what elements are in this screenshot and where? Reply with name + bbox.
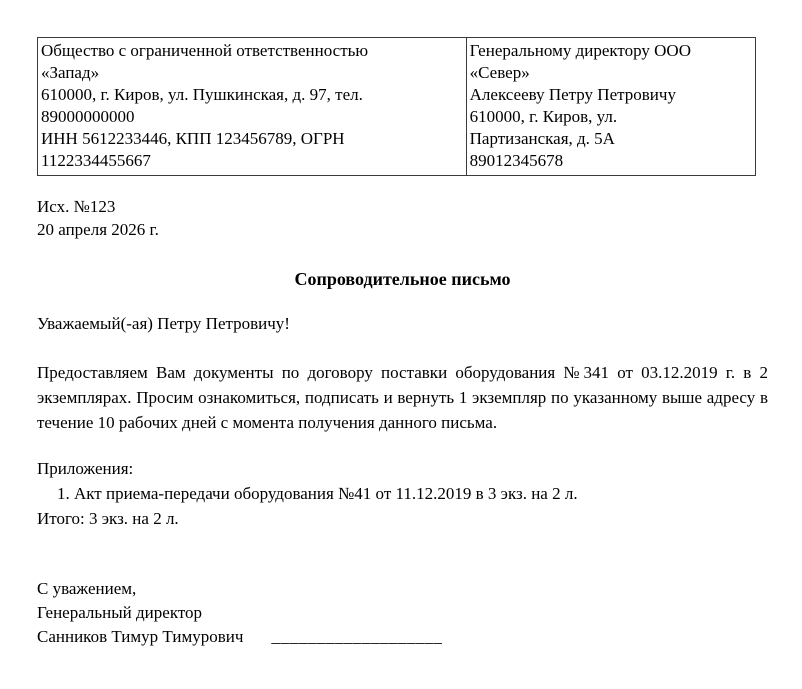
- sender-line: 1122334455667: [41, 151, 151, 170]
- signer-position: Генеральный директор: [37, 603, 203, 622]
- signer-name: Санников Тимур Тимурович: [37, 627, 244, 646]
- sender-cell: [38, 38, 467, 176]
- header-table: [37, 37, 756, 176]
- recipient-line: 610000, г. Киров, ул.: [469, 107, 618, 126]
- signature-block: [37, 577, 768, 649]
- signature-line: ___________________: [271, 627, 443, 646]
- signer-row: [37, 625, 768, 649]
- sender-line: 610000, г. Киров, ул. Пушкинская, д. 97, тел.: [41, 85, 363, 104]
- sender-line: ИНН 5612233446, КПП 123456789, ОГРН: [41, 129, 345, 148]
- signature-closing: С уважением,: [37, 579, 137, 598]
- recipient-line: Партизанская, д. 5А: [469, 129, 615, 148]
- recipient-line: «Север»: [469, 63, 530, 82]
- body-paragraph: Предоставляем Вам документы по договору поставки оборудования №341 от 03.12.2019 г. в 2 экземплярах. Просим ознакомиться, подписать и вернуть 1 экземпляр по указанному выше адресу в течение 10 рабочих дней с момента получения данного письма.: [37, 363, 768, 432]
- header-table-row: [38, 38, 756, 176]
- attachments-total: Итого: 3 экз. на 2 л.: [37, 509, 179, 528]
- salutation: Уважаемый(-ая) Петру Петровичу!: [37, 314, 290, 333]
- reference-block: [37, 195, 768, 241]
- outgoing-number: Исх. №123: [37, 197, 116, 216]
- recipient-line: Генеральному директору ООО: [469, 41, 691, 60]
- attachments-section: [37, 456, 768, 531]
- sender-line: 89000000000: [41, 107, 135, 126]
- sender-line: «Запад»: [41, 63, 100, 82]
- attachment-item: 1. Акт приема-передачи оборудования №41 от 11.12.2019 в 3 экз. на 2 л.: [57, 484, 578, 503]
- letter-date: 20 апреля 2026 г.: [37, 220, 159, 239]
- recipient-line: 89012345678: [469, 151, 564, 170]
- attachments-label: Приложения:: [37, 459, 134, 478]
- recipient-cell: [466, 38, 755, 176]
- document-title: Сопроводительное письмо: [294, 269, 511, 289]
- sender-line: Общество с ограниченной ответственностью: [41, 41, 369, 60]
- recipient-line: Алексееву Петру Петровичу: [469, 85, 676, 104]
